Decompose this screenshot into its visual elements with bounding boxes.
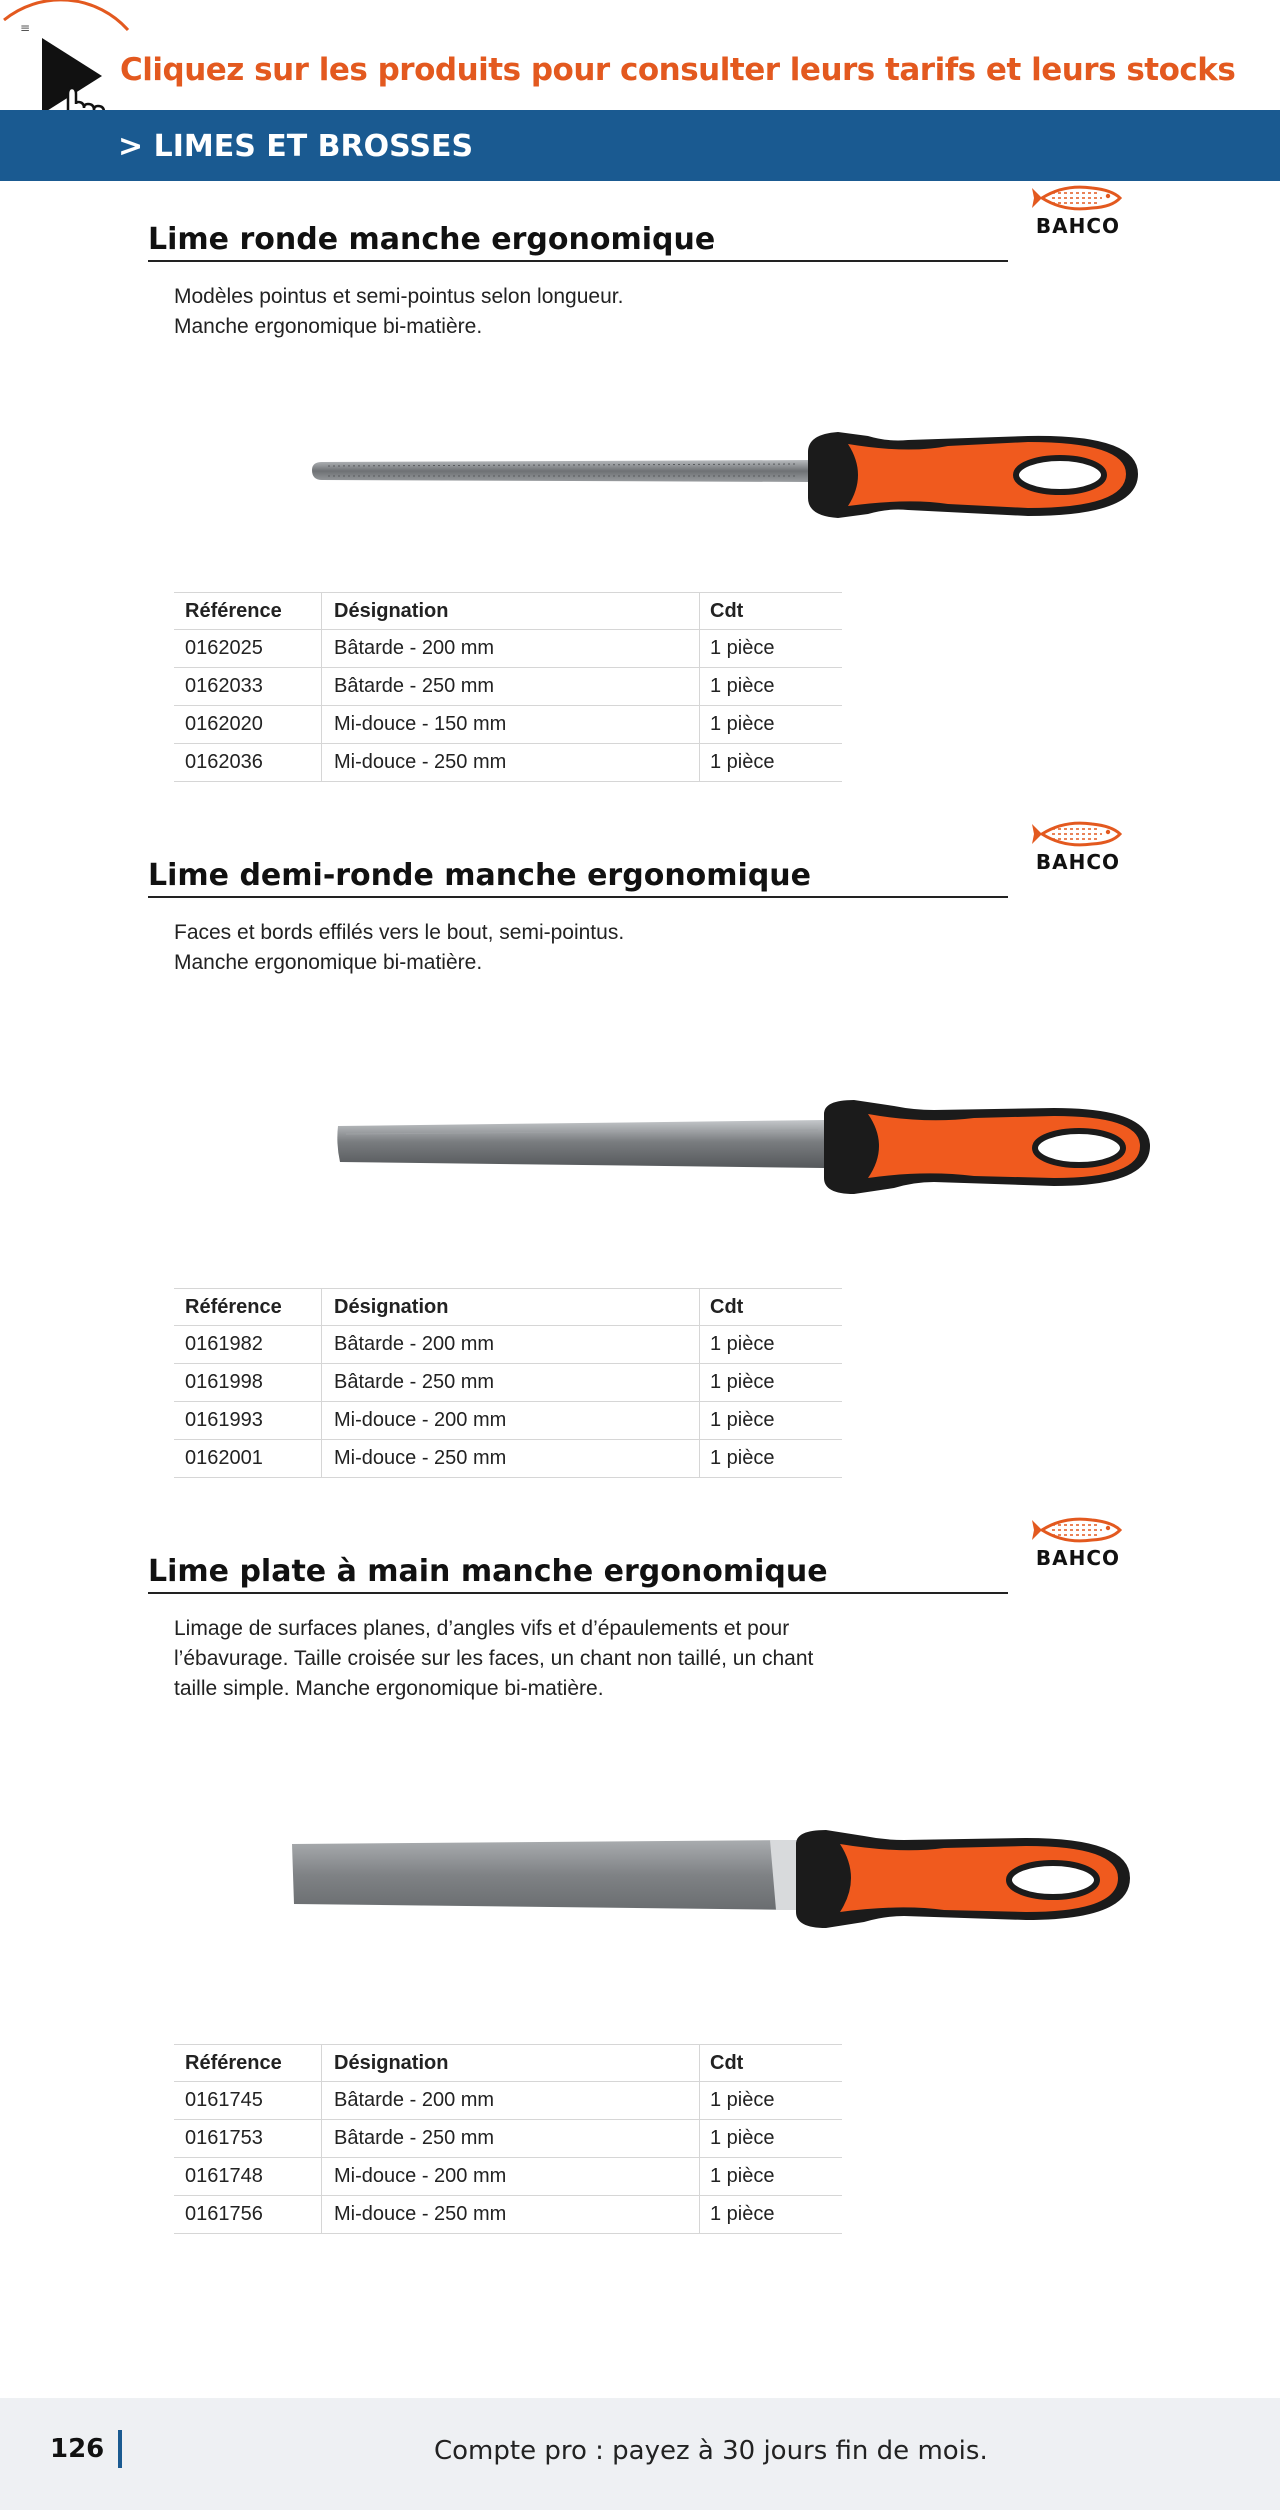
bahco-fish-icon (1028, 816, 1128, 852)
cell-designation: Bâtarde - 200 mm (322, 630, 700, 667)
cell-cdt: 1 pièce (710, 637, 775, 659)
section-description (174, 282, 854, 342)
cell-ref: 0162001 (174, 1440, 322, 1477)
bahco-fish-icon (1028, 180, 1128, 216)
table-row[interactable] (174, 1364, 842, 1402)
menu-icon[interactable]: ≡ (20, 21, 31, 35)
table-header-row (174, 592, 842, 630)
cell-designation: Mi-douce - 250 mm (322, 744, 700, 781)
header-cdt: Cdt (710, 1295, 744, 1318)
cell-designation: Bâtarde - 200 mm (322, 1326, 700, 1363)
header-designation: Désignation (322, 1289, 700, 1325)
cell-ref: 0161756 (174, 2196, 322, 2233)
cell-ref: 0161982 (174, 1326, 322, 1363)
cell-cdt: 1 pièce (710, 2089, 775, 2111)
table-row[interactable] (174, 1440, 842, 1478)
cell-designation: Mi-douce - 200 mm (322, 2158, 700, 2195)
header-cdt: Cdt (710, 599, 744, 622)
table-row[interactable] (174, 668, 842, 706)
cell-cdt: 1 pièce (710, 2127, 775, 2149)
cell-designation: Mi-douce - 250 mm (322, 2196, 700, 2233)
table-row[interactable] (174, 1326, 842, 1364)
round-file-icon[interactable] (308, 422, 1138, 532)
cell-designation: Bâtarde - 250 mm (322, 2120, 700, 2157)
cell-cdt: 1 pièce (710, 1371, 775, 1393)
cell-cdt: 1 pièce (710, 675, 775, 697)
table-row[interactable] (174, 630, 842, 668)
description-line: l’ébavurage. Taille croisée sur les faces, un chant non taillé, un chant (174, 1647, 814, 1670)
reference-table (174, 1288, 842, 1478)
description-line: Faces et bords effilés vers le bout, semi-pointus. (174, 921, 625, 944)
half-round-file-icon[interactable] (334, 1098, 1154, 1208)
bahco-fish-icon (1028, 1512, 1128, 1548)
table-row[interactable] (174, 2196, 842, 2234)
brand-logo (1028, 816, 1128, 882)
cell-ref: 0161993 (174, 1402, 322, 1439)
table-row[interactable] (174, 1402, 842, 1440)
table-row[interactable] (174, 706, 842, 744)
section-description (174, 1614, 854, 1704)
footer-note: Compte pro : payez à 30 jours fin de mois. (434, 2436, 988, 2466)
section-title[interactable]: Lime plate à main manche ergonomique (148, 1554, 828, 1589)
cell-designation: Mi-douce - 250 mm (322, 1440, 700, 1477)
cell-designation: Bâtarde - 250 mm (322, 1364, 700, 1401)
table-row[interactable] (174, 744, 842, 782)
section-title[interactable]: Lime demi-ronde manche ergonomique (148, 858, 812, 893)
cell-designation: Mi-douce - 150 mm (322, 706, 700, 743)
description-line: Manche ergonomique bi-matière. (174, 951, 483, 974)
section-rule (148, 896, 1008, 898)
table-row[interactable] (174, 2158, 842, 2196)
cell-ref: 0161998 (174, 1364, 322, 1401)
header-designation: Désignation (322, 2045, 700, 2081)
reference-table (174, 2044, 842, 2234)
cell-ref: 0162033 (174, 668, 322, 705)
section-rule (148, 1592, 1008, 1594)
header-cdt: Cdt (710, 2051, 744, 2074)
section-description (174, 918, 854, 978)
page-number-divider (118, 2430, 122, 2468)
description-line: Manche ergonomique bi-matière. (174, 315, 483, 338)
category-title: > LIMES ET BROSSES (118, 129, 474, 164)
brand-name: BAHCO (1035, 214, 1121, 238)
header-ref: Référence (174, 593, 322, 629)
brand-name: BAHCO (1035, 1546, 1121, 1570)
cell-ref: 0162020 (174, 706, 322, 743)
cell-cdt: 1 pièce (710, 2165, 775, 2187)
cell-cdt: 1 pièce (710, 1409, 775, 1431)
page-number: 126 (50, 2434, 105, 2464)
cell-ref: 0162036 (174, 744, 322, 781)
cell-designation: Mi-douce - 200 mm (322, 1402, 700, 1439)
cell-ref: 0162025 (174, 630, 322, 667)
brand-logo (1028, 180, 1128, 246)
cta-banner-text[interactable]: Cliquez sur les produits pour consulter leurs tarifs et leurs stocks (120, 52, 1236, 88)
header-designation: Désignation (322, 593, 700, 629)
cell-ref: 0161753 (174, 2120, 322, 2157)
header-ref: Référence (174, 1289, 322, 1325)
cell-cdt: 1 pièce (710, 713, 775, 735)
cell-cdt: 1 pièce (710, 1447, 775, 1469)
reference-table (174, 592, 842, 782)
flat-file-icon[interactable] (290, 1830, 1140, 1940)
description-line: Limage de surfaces planes, d’angles vifs et d’épaulements et pour (174, 1617, 790, 1640)
description-line: Modèles pointus et semi-pointus selon longueur. (174, 285, 624, 308)
cell-cdt: 1 pièce (710, 1333, 775, 1355)
table-row[interactable] (174, 2120, 842, 2158)
table-header-row (174, 1288, 842, 1326)
brand-logo (1028, 1512, 1128, 1578)
cell-designation: Bâtarde - 250 mm (322, 668, 700, 705)
cell-ref: 0161748 (174, 2158, 322, 2195)
section-rule (148, 260, 1008, 262)
header-ref: Référence (174, 2045, 322, 2081)
cell-ref: 0161745 (174, 2082, 322, 2119)
table-header-row (174, 2044, 842, 2082)
section-title[interactable]: Lime ronde manche ergonomique (148, 222, 716, 257)
table-row[interactable] (174, 2082, 842, 2120)
brand-name: BAHCO (1035, 850, 1121, 874)
cell-cdt: 1 pièce (710, 2203, 775, 2225)
cell-cdt: 1 pièce (710, 751, 775, 773)
cell-designation: Bâtarde - 200 mm (322, 2082, 700, 2119)
description-line: taille simple. Manche ergonomique bi-matière. (174, 1677, 604, 1700)
